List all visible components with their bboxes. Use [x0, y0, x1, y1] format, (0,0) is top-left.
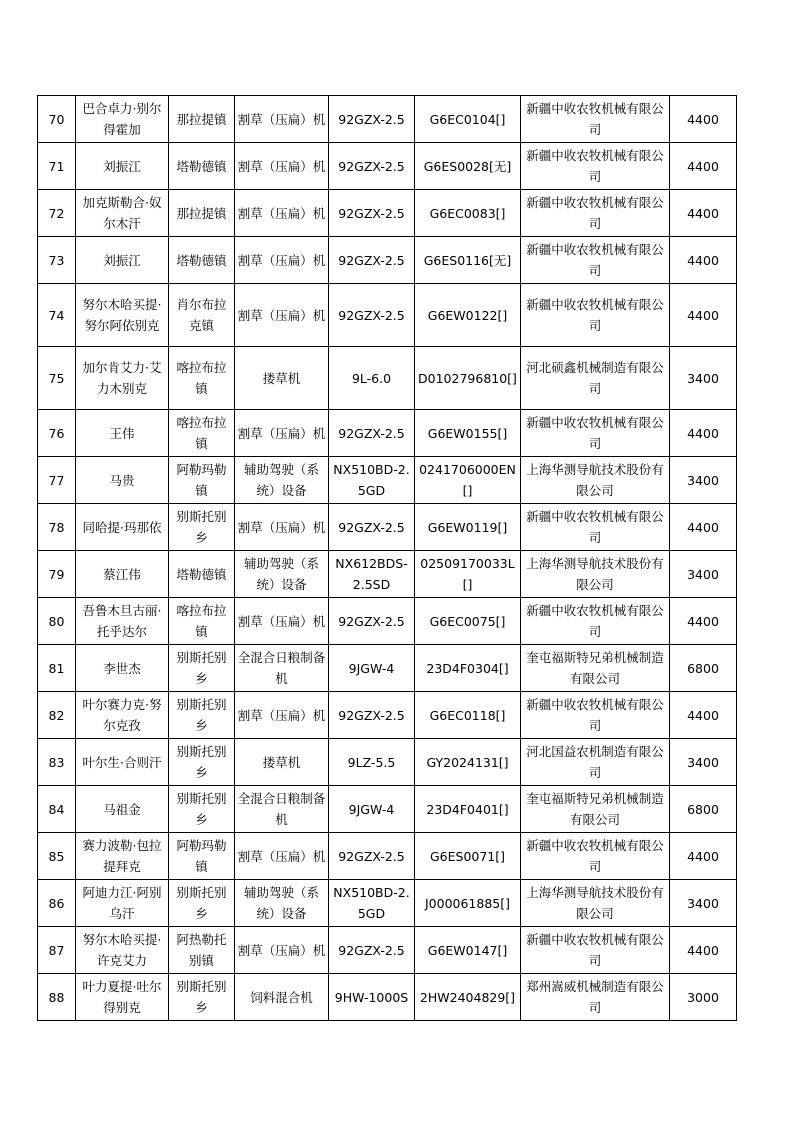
manufacturer: 新疆中收农牧机械有限公司	[521, 504, 670, 551]
machine-type: 割草（压扁）机	[235, 410, 329, 457]
subsidy-amount: 4400	[670, 143, 737, 190]
row-number: 73	[38, 237, 76, 284]
table-row	[38, 96, 737, 143]
machine-model: 92GZX-2.5	[329, 143, 415, 190]
machine-type: 割草（压扁）机	[235, 284, 329, 347]
table-row	[38, 786, 737, 833]
serial-number: D0102796810[]	[415, 347, 521, 410]
machine-model: 9L-6.0	[329, 347, 415, 410]
township: 喀拉布拉镇	[169, 347, 235, 410]
machine-type: 辅助驾驶（系统）设备	[235, 880, 329, 927]
applicant-name: 叶尔生·合则汗	[76, 739, 169, 786]
serial-number: G6ES0028[无]	[415, 143, 521, 190]
manufacturer: 新疆中收农牧机械有限公司	[521, 692, 670, 739]
subsidy-amount: 4400	[670, 598, 737, 645]
machine-model: 92GZX-2.5	[329, 504, 415, 551]
manufacturer: 上海华测导航技术股份有限公司	[521, 880, 670, 927]
machine-model: 9JGW-4	[329, 645, 415, 692]
serial-number: G6ES0116[无]	[415, 237, 521, 284]
machine-model: 92GZX-2.5	[329, 284, 415, 347]
table-row	[38, 410, 737, 457]
applicant-name: 同哈提·玛那依	[76, 504, 169, 551]
applicant-name: 叶尔赛力克·努尔克孜	[76, 692, 169, 739]
row-number: 72	[38, 190, 76, 237]
township: 别斯托别乡	[169, 504, 235, 551]
machine-model: 92GZX-2.5	[329, 598, 415, 645]
applicant-name: 蔡江伟	[76, 551, 169, 598]
subsidy-amount: 3400	[670, 551, 737, 598]
machine-type: 割草（压扁）机	[235, 833, 329, 880]
table-row	[38, 927, 737, 974]
applicant-name: 阿迪力江·阿别乌汗	[76, 880, 169, 927]
subsidy-amount: 6800	[670, 786, 737, 833]
applicant-name: 加尔肯艾力·艾力木别克	[76, 347, 169, 410]
row-number: 77	[38, 457, 76, 504]
row-number: 71	[38, 143, 76, 190]
manufacturer: 奎屯福斯特兄弟机械制造有限公司	[521, 786, 670, 833]
manufacturer: 新疆中收农牧机械有限公司	[521, 284, 670, 347]
machine-type: 割草（压扁）机	[235, 237, 329, 284]
subsidy-amount: 3400	[670, 457, 737, 504]
machine-type: 全混合日粮制备机	[235, 645, 329, 692]
manufacturer: 奎屯福斯特兄弟机械制造有限公司	[521, 645, 670, 692]
machine-type: 割草（压扁）机	[235, 692, 329, 739]
subsidy-amount: 4400	[670, 927, 737, 974]
machine-model: 92GZX-2.5	[329, 692, 415, 739]
table-row	[38, 598, 737, 645]
machine-model: NX510BD-2.5GD	[329, 457, 415, 504]
applicant-name: 马祖金	[76, 786, 169, 833]
machine-type: 饲料混合机	[235, 974, 329, 1021]
row-number: 75	[38, 347, 76, 410]
serial-number: G6EW0155[]	[415, 410, 521, 457]
machine-type: 辅助驾驶（系统）设备	[235, 551, 329, 598]
machine-model: NX612BDS-2.5SD	[329, 551, 415, 598]
table-row	[38, 504, 737, 551]
manufacturer: 新疆中收农牧机械有限公司	[521, 190, 670, 237]
manufacturer: 上海华测导航技术股份有限公司	[521, 551, 670, 598]
machine-model: 92GZX-2.5	[329, 96, 415, 143]
township: 塔勒德镇	[169, 551, 235, 598]
serial-number: G6EW0122[]	[415, 284, 521, 347]
serial-number: 2HW2404829[]	[415, 974, 521, 1021]
subsidy-amount: 4400	[670, 237, 737, 284]
row-number: 83	[38, 739, 76, 786]
serial-number: J000061885[]	[415, 880, 521, 927]
serial-number: G6ES0071[]	[415, 833, 521, 880]
applicant-name: 刘振江	[76, 237, 169, 284]
serial-number: G6EC0083[]	[415, 190, 521, 237]
serial-number: G6EC0104[]	[415, 96, 521, 143]
machine-type: 割草（压扁）机	[235, 504, 329, 551]
machine-model: NX510BD-2.5GD	[329, 880, 415, 927]
township: 阿勒玛勒镇	[169, 833, 235, 880]
applicant-name: 吾鲁木旦古丽·托乎达尔	[76, 598, 169, 645]
row-number: 84	[38, 786, 76, 833]
machine-type: 搂草机	[235, 739, 329, 786]
row-number: 79	[38, 551, 76, 598]
machine-type: 割草（压扁）机	[235, 598, 329, 645]
row-number: 81	[38, 645, 76, 692]
applicant-name: 巴合卓力·别尔得霍加	[76, 96, 169, 143]
township: 那拉提镇	[169, 96, 235, 143]
township: 阿热勒托别镇	[169, 927, 235, 974]
subsidy-amount: 3400	[670, 880, 737, 927]
row-number: 76	[38, 410, 76, 457]
machine-model: 9LZ-5.5	[329, 739, 415, 786]
manufacturer: 郑州嵩威机械制造有限公司	[521, 974, 670, 1021]
township: 别斯托别乡	[169, 692, 235, 739]
manufacturer: 新疆中收农牧机械有限公司	[521, 143, 670, 190]
table-row	[38, 692, 737, 739]
table-row	[38, 645, 737, 692]
subsidy-amount: 4400	[670, 504, 737, 551]
machine-type: 割草（压扁）机	[235, 927, 329, 974]
machine-type: 搂草机	[235, 347, 329, 410]
table-row	[38, 284, 737, 347]
manufacturer: 新疆中收农牧机械有限公司	[521, 96, 670, 143]
row-number: 82	[38, 692, 76, 739]
table-row	[38, 143, 737, 190]
township: 肖尔布拉克镇	[169, 284, 235, 347]
table-row	[38, 347, 737, 410]
serial-number: G6EC0075[]	[415, 598, 521, 645]
applicant-name: 刘振江	[76, 143, 169, 190]
subsidy-amount: 4400	[670, 410, 737, 457]
manufacturer: 新疆中收农牧机械有限公司	[521, 598, 670, 645]
township: 那拉提镇	[169, 190, 235, 237]
township: 别斯托别乡	[169, 786, 235, 833]
manufacturer: 新疆中收农牧机械有限公司	[521, 833, 670, 880]
applicant-name: 赛力波勒·包拉提拜克	[76, 833, 169, 880]
table-row	[38, 739, 737, 786]
machine-type: 割草（压扁）机	[235, 143, 329, 190]
township: 阿勒玛勒镇	[169, 457, 235, 504]
row-number: 74	[38, 284, 76, 347]
row-number: 80	[38, 598, 76, 645]
township: 喀拉布拉镇	[169, 410, 235, 457]
manufacturer: 新疆中收农牧机械有限公司	[521, 410, 670, 457]
applicant-name: 叶力夏提·吐尔得别克	[76, 974, 169, 1021]
subsidy-amount: 6800	[670, 645, 737, 692]
applicant-name: 王伟	[76, 410, 169, 457]
subsidy-amount: 4400	[670, 284, 737, 347]
table-row	[38, 237, 737, 284]
table-row	[38, 457, 737, 504]
row-number: 88	[38, 974, 76, 1021]
applicant-name: 努尔木哈买提·许克艾力	[76, 927, 169, 974]
applicant-name: 加克斯勒合·奴尔木汗	[76, 190, 169, 237]
serial-number: 23D4F0401[]	[415, 786, 521, 833]
table-row	[38, 551, 737, 598]
table-row	[38, 880, 737, 927]
serial-number: G6EW0119[]	[415, 504, 521, 551]
machine-type: 割草（压扁）机	[235, 190, 329, 237]
subsidy-amount: 4400	[670, 96, 737, 143]
machine-type: 全混合日粮制备机	[235, 786, 329, 833]
subsidy-amount: 4400	[670, 692, 737, 739]
machine-model: 92GZX-2.5	[329, 190, 415, 237]
serial-number: 02509170033L[]	[415, 551, 521, 598]
serial-number: GY2024131[]	[415, 739, 521, 786]
row-number: 85	[38, 833, 76, 880]
township: 喀拉布拉镇	[169, 598, 235, 645]
applicant-name: 李世杰	[76, 645, 169, 692]
manufacturer: 新疆中收农牧机械有限公司	[521, 927, 670, 974]
serial-number: G6EC0118[]	[415, 692, 521, 739]
machine-type: 辅助驾驶（系统）设备	[235, 457, 329, 504]
serial-number: 0241706000EN[]	[415, 457, 521, 504]
serial-number: G6EW0147[]	[415, 927, 521, 974]
manufacturer: 河北硕鑫机械制造有限公司	[521, 347, 670, 410]
row-number: 86	[38, 880, 76, 927]
machine-model: 92GZX-2.5	[329, 410, 415, 457]
row-number: 70	[38, 96, 76, 143]
machine-model: 92GZX-2.5	[329, 833, 415, 880]
subsidy-amount: 3000	[670, 974, 737, 1021]
subsidy-amount: 4400	[670, 190, 737, 237]
machine-model: 9HW-1000S	[329, 974, 415, 1021]
manufacturer: 新疆中收农牧机械有限公司	[521, 237, 670, 284]
township: 塔勒德镇	[169, 143, 235, 190]
township: 别斯托别乡	[169, 645, 235, 692]
manufacturer: 上海华测导航技术股份有限公司	[521, 457, 670, 504]
row-number: 78	[38, 504, 76, 551]
table-row	[38, 833, 737, 880]
subsidy-table	[37, 95, 737, 1021]
subsidy-amount: 4400	[670, 833, 737, 880]
subsidy-amount: 3400	[670, 739, 737, 786]
township: 别斯托别乡	[169, 880, 235, 927]
machine-type: 割草（压扁）机	[235, 96, 329, 143]
machine-model: 9JGW-4	[329, 786, 415, 833]
township: 别斯托别乡	[169, 739, 235, 786]
subsidy-amount: 3400	[670, 347, 737, 410]
table-row	[38, 974, 737, 1021]
machine-model: 92GZX-2.5	[329, 927, 415, 974]
applicant-name: 马贵	[76, 457, 169, 504]
manufacturer: 河北国益农机制造有限公司	[521, 739, 670, 786]
row-number: 87	[38, 927, 76, 974]
table-row	[38, 190, 737, 237]
serial-number: 23D4F0304[]	[415, 645, 521, 692]
township: 塔勒德镇	[169, 237, 235, 284]
applicant-name: 努尔木哈买提·努尔阿依别克	[76, 284, 169, 347]
machine-model: 92GZX-2.5	[329, 237, 415, 284]
township: 别斯托别乡	[169, 974, 235, 1021]
